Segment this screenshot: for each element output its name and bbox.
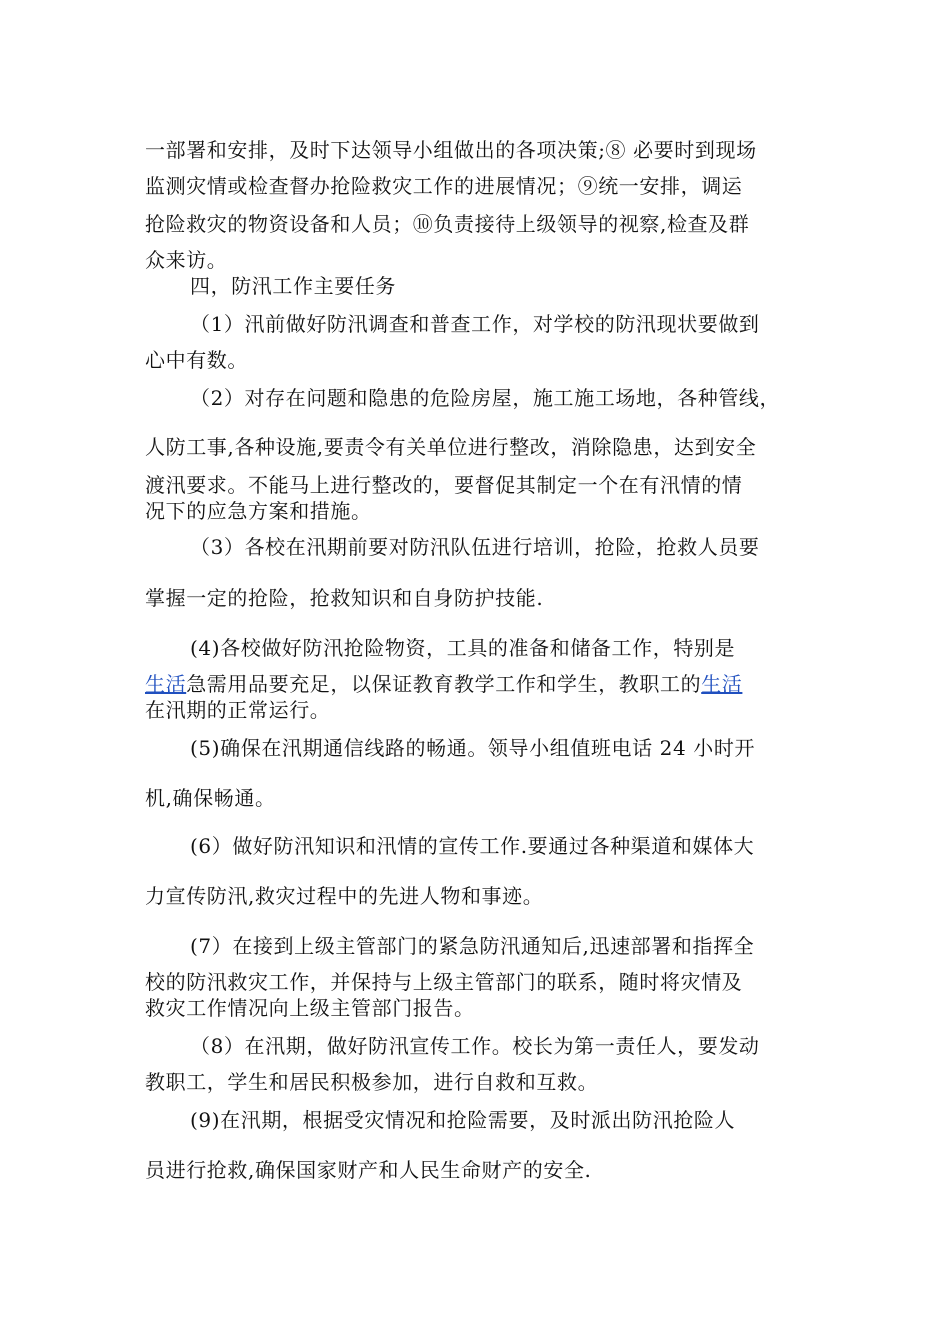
text-line: 掌握一定的抢险，抢救知识和自身防护技能. (145, 586, 544, 610)
text-line: 众来访。 (145, 248, 228, 272)
text-line: 一部署和安排，及时下达领导小组做出的各项决策;⑧ 必要时到现场 (145, 138, 757, 162)
text-line: 在汛期的正常运行。 (145, 698, 331, 722)
text-line: 力宣传防汛,救灾过程中的先进人物和事迹。 (145, 884, 544, 908)
text-line: (6）做好防汛知识和汛情的宣传工作.要通过各种渠道和媒体大 (190, 834, 755, 858)
text-segment: 急需用品要充足，以保证教育教学工作和学生，教职工的 (186, 672, 702, 696)
text-line: 员进行抢救,确保国家财产和人民生命财产的安全. (145, 1158, 592, 1182)
text-line: 机,确保畅通。 (145, 786, 276, 810)
text-line: 监测灾情或检查督办抢险救灾工作的进展情况；⑨统一安排，调运 (145, 174, 743, 198)
text-line: （8）在汛期，做好防汛宣传工作。校长为第一责任人，要发动 (190, 1034, 760, 1058)
text-line: 况下的应急方案和措施。 (145, 499, 372, 523)
section-heading: 四，防汛工作主要任务 (190, 274, 396, 298)
text-line: （1）汛前做好防汛调查和普查工作，对学校的防汛现状要做到 (190, 312, 760, 336)
link-shenghuo[interactable]: 生活 (701, 672, 743, 696)
text-line: (5)确保在汛期通信线路的畅通。领导小组值班电话 24 小时开 (190, 736, 756, 760)
text-line: (7）在接到上级主管部门的紧急防汛通知后,迅速部署和指挥全 (190, 934, 755, 958)
text-line-with-links (145, 671, 825, 697)
text-line: 教职工，学生和居民积极参加，进行自救和互救。 (145, 1070, 599, 1094)
text-line: 抢险救灾的物资设备和人员；⑩负责接待上级领导的视察,检查及群 (145, 212, 750, 236)
text-line: 救灾工作情况向上级主管部门报告。 (145, 996, 475, 1020)
text-line: (4)各校做好防汛抢险物资，工具的准备和储备工作，特别是 (190, 636, 736, 660)
text-line: 人防工事,各种设施,要责令有关单位进行整改，消除隐患，达到安全 (145, 435, 757, 459)
text-line: 渡汛要求。不能马上进行整改的，要督促其制定一个在有汛情的情 (145, 473, 743, 497)
text-line: 校的防汛救灾工作，并保持与上级主管部门的联系，随时将灾情及 (145, 970, 743, 994)
text-line: （3）各校在汛期前要对防汛队伍进行培训，抢险，抢救人员要 (190, 535, 760, 559)
text-line: (9)在汛期，根据受灾情况和抢险需要，及时派出防汛抢险人 (190, 1108, 736, 1132)
text-line: （2）对存在问题和隐患的危险房屋，施工施工场地，各种管线， (190, 386, 781, 410)
text-line: 心中有数。 (145, 348, 248, 372)
link-shenghuo[interactable]: 生活 (145, 672, 187, 696)
